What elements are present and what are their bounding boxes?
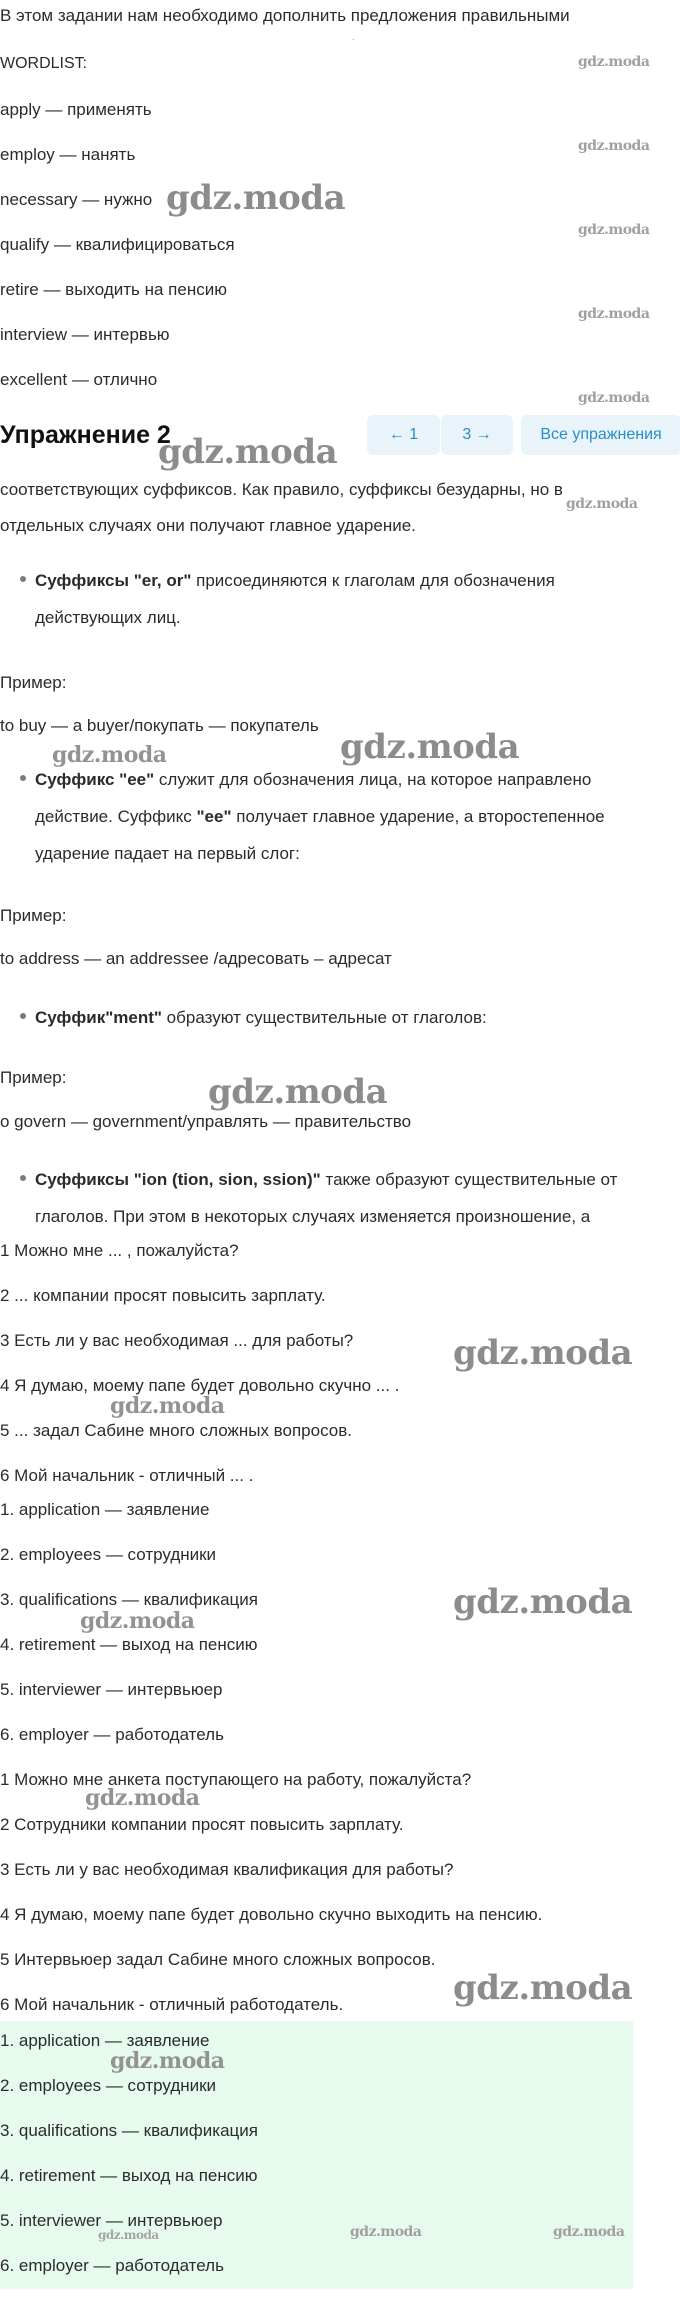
watermark: gdz.moda: [340, 727, 520, 767]
example-text: o govern — government/управлять — правительство: [0, 1112, 412, 1131]
filled-sentence: 6 Мой начальник - отличный работодатель.: [0, 1995, 344, 2014]
watermark: gdz.moda: [578, 306, 650, 322]
wordlist-item: qualify — квалифицироваться: [0, 235, 235, 254]
watermark: gdz.moda: [578, 138, 650, 154]
vocab-item: 4. retirement — выход на пенсию: [0, 1635, 258, 1654]
answer-box: [0, 2021, 633, 2289]
wordlist-item: interview — интервью: [0, 325, 170, 344]
wordlist-item: necessary — нужно: [0, 190, 153, 209]
answer-item: 1. application — заявление: [0, 2031, 210, 2050]
question-item: 2 ... компании просят повысить зарплату.: [0, 1286, 326, 1305]
example-text: to buy — a buyer/покупать — покупатель: [0, 716, 319, 735]
watermark: gdz.moda: [52, 742, 167, 768]
bullet-dot: [20, 1175, 30, 1185]
bullet-dot: [20, 775, 30, 785]
watermark: gdz.moda: [166, 178, 346, 218]
vocab-item: 1. application — заявление: [0, 1500, 210, 1519]
theory-paragraph: отдельных случаях они получают главное ударение.: [0, 516, 416, 535]
suffix-er-or-bullet: Суффиксы "er, or" присоединяются к глаголам для обозначения действующих лиц.: [35, 571, 555, 627]
watermark: gdz.moda: [553, 2224, 625, 2240]
filled-sentence: 4 Я думаю, моему папе будет довольно скучно выходить на пенсию.: [0, 1905, 543, 1924]
filled-sentence: 2 Сотрудники компании просят повысить зарплату.: [0, 1815, 404, 1834]
suffix-ee-bullet: Суффикс "ee" служит для обозначения лица, на которое направлено действие. Суффикс "ee" получает главное ударение, а второстепенное ударение падает на первый слог:: [35, 770, 605, 863]
question-item: 4 Я думаю, моему папе будет довольно скучно ... .: [0, 1376, 400, 1395]
filled-sentence: 3 Есть ли у вас необходимая квалификация для работы?: [0, 1860, 454, 1879]
watermark: gdz.moda: [80, 1608, 195, 1634]
watermark: gdz.moda: [98, 2228, 159, 2242]
suffix-ment-bullet: Суффик"ment" образуют существительные от глаголов:: [35, 1008, 487, 1027]
answer-item: 2. employees — сотрудники: [0, 2076, 217, 2095]
watermark: gdz.moda: [578, 390, 650, 406]
watermark: gdz.moda: [350, 2224, 422, 2240]
filled-sentence: 5 Интервьюер задал Сабине много сложных вопросов.: [0, 1950, 436, 1969]
theory-paragraph: соответствующих суффиксов. Как правило, суффиксы безударны, но в: [0, 480, 563, 499]
question-item: 1 Можно мне ... , пожалуйста?: [0, 1241, 239, 1260]
intro-text: В этом задании нам необходимо дополнить предложения правильными: [0, 6, 570, 25]
suffix-ion-bullet: Суффиксы "ion (tion, sion, ssion)" также образуют существительные от глаголов. При этом в некоторых случаях изменяется произношение, а: [35, 1170, 618, 1226]
vocab-item: 6. employer — работодатель: [0, 1725, 224, 1744]
example-text: to address — an addressee /адресовать – адресат: [0, 949, 392, 968]
wordlist-item: apply — применять: [0, 100, 152, 119]
watermark: gdz.moda: [578, 222, 650, 238]
watermark: gdz.moda: [158, 432, 338, 472]
vocab-item: 3. qualifications — квалификация: [0, 1590, 258, 1609]
prev-exercise-button[interactable]: ← 1: [367, 415, 440, 455]
answer-item: 6. employer — работодатель: [0, 2256, 224, 2275]
vocab-item: 2. employees — сотрудники: [0, 1545, 217, 1564]
bullet-dot: [20, 1013, 30, 1023]
wordlist-title: WORDLIST:: [0, 55, 88, 72]
watermark: gdz.moda: [208, 1072, 388, 1112]
watermark: gdz.moda: [566, 496, 638, 512]
question-item: 6 Мой начальник - отличный ... .: [0, 1466, 254, 1485]
wordlist-item: employ — нанять: [0, 145, 136, 164]
wordlist-item: retire — выходить на пенсию: [0, 280, 227, 299]
all-exercises-button[interactable]: Все упражнения: [521, 415, 680, 455]
watermark: gdz.moda: [85, 1785, 200, 1811]
vocab-item: 5. interviewer — интервьюер: [0, 1680, 223, 1699]
watermark: gdz.moda: [110, 2048, 225, 2074]
example-label: Пример:: [0, 906, 67, 925]
example-label: Пример:: [0, 1068, 67, 1087]
intro-cut-text: .: [352, 32, 355, 43]
question-item: 5 ... задал Сабине много сложных вопросов.: [0, 1421, 352, 1440]
watermark: gdz.moda: [110, 1393, 225, 1419]
answer-item: 5. interviewer — интервьюер: [0, 2211, 223, 2230]
filled-sentence: 1 Можно мне анкета поступающего на работу, пожалуйста?: [0, 1770, 472, 1789]
answer-item: 4. retirement — выход на пенсию: [0, 2166, 258, 2185]
next-exercise-button[interactable]: 3 →: [441, 415, 513, 455]
bullet-dot: [20, 576, 30, 586]
exercise-heading: Упражнение 2: [0, 421, 171, 449]
question-item: 3 Есть ли у вас необходимая ... для работы?: [0, 1331, 354, 1350]
example-label: Пример:: [0, 673, 67, 692]
watermark: gdz.moda: [453, 1582, 633, 1622]
wordlist-item: excellent — отлично: [0, 370, 158, 389]
watermark: gdz.moda: [453, 1333, 633, 1373]
watermark: gdz.moda: [453, 1968, 633, 2008]
watermark: gdz.moda: [578, 54, 650, 70]
answer-item: 3. qualifications — квалификация: [0, 2121, 258, 2140]
